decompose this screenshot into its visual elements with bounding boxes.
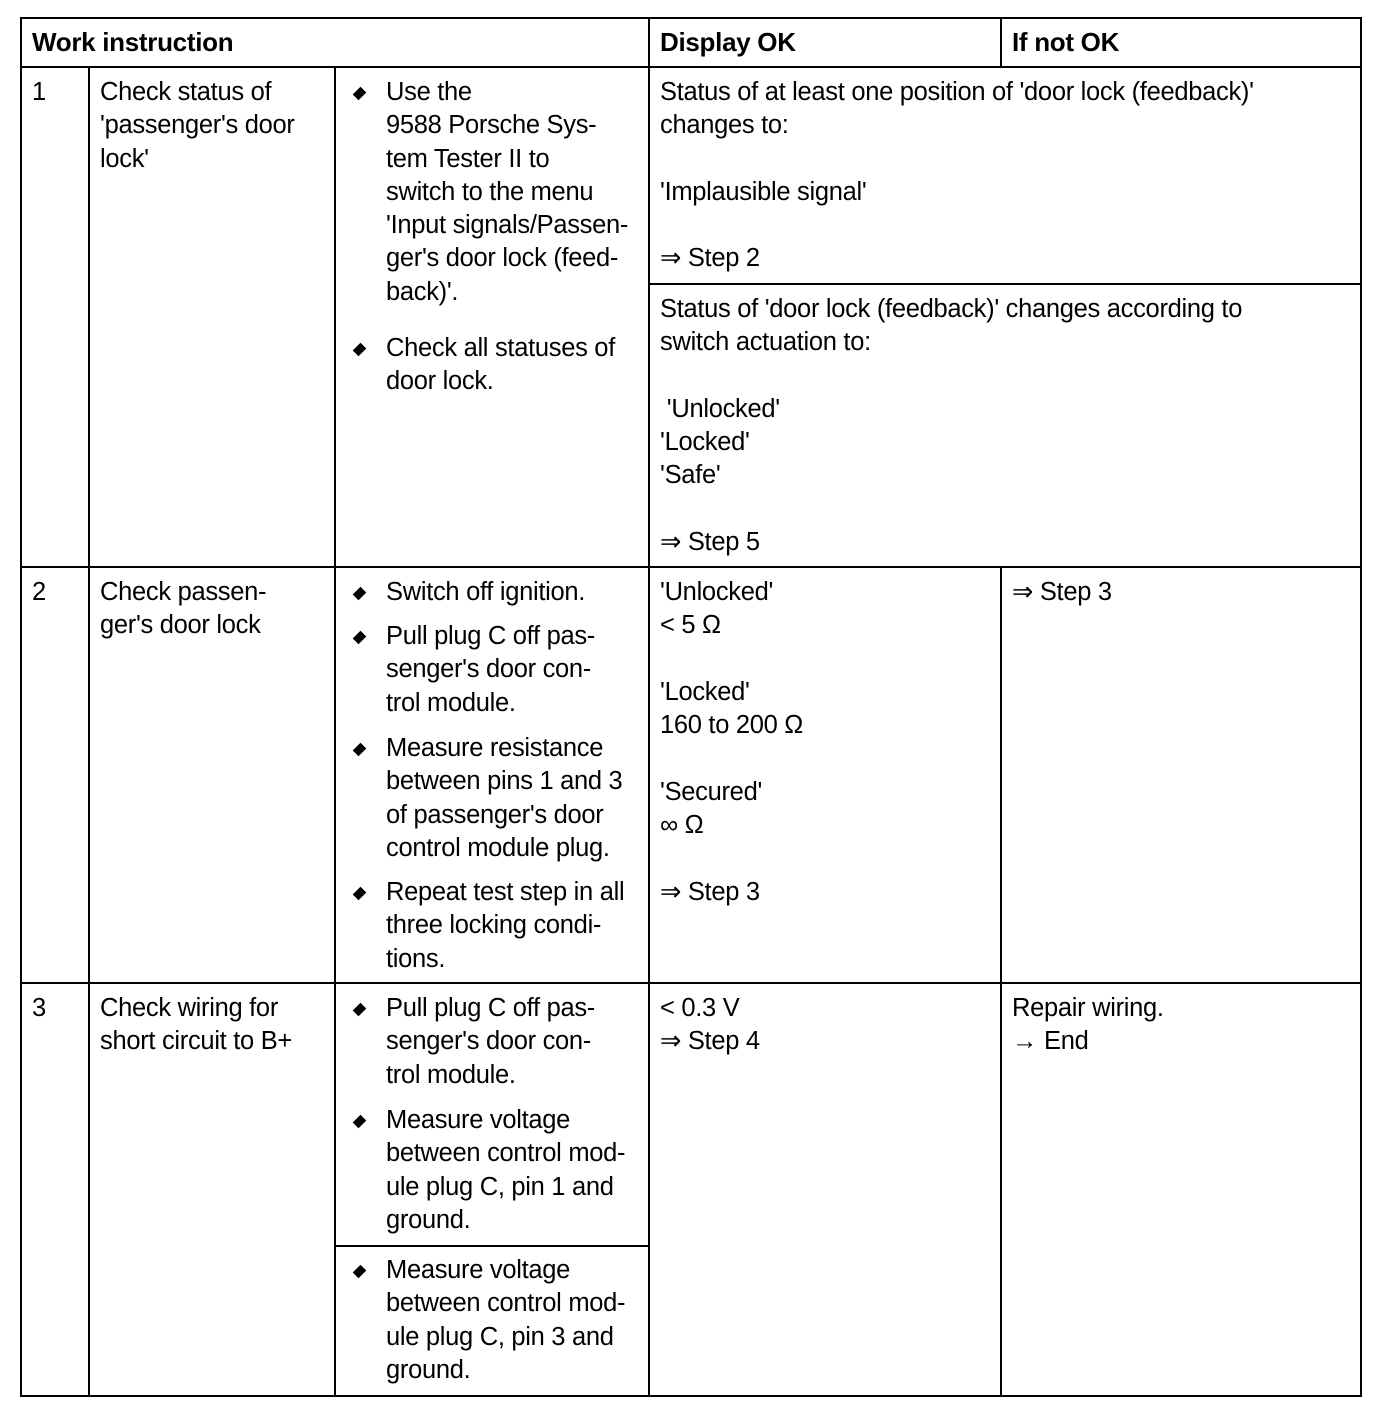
- header-if-not-ok: If not OK: [1012, 27, 1120, 57]
- col-divider-display-ok-row2-3: [1000, 566, 1002, 1397]
- step-title: Check status of 'passenger's door lock': [100, 78, 295, 173]
- action-item: Switch off ignition.: [386, 576, 676, 609]
- col-divider-title: [334, 66, 336, 1397]
- bullet-diamond-icon: [353, 343, 367, 357]
- action-item: Pull plug C off pas- senger's door con- trol module.: [386, 620, 676, 720]
- action-item: Repeat test step in all three locking condi- tions.: [386, 876, 676, 976]
- display-ok-values: 'Unlocked' < 5 Ω 'Locked' 160 to 200 Ω 'Secured' ∞ Ω ⇒ Step 3: [660, 578, 804, 906]
- bullet-diamond-icon: [353, 1265, 367, 1279]
- if-not-ok-values: ⇒ Step 3: [1012, 578, 1112, 606]
- action-item: Measure voltage between control mod- ule plug C, pin 1 and ground.: [386, 1104, 676, 1237]
- result-implausible: Status of at least one position of 'door lock (feedback)' changes to: 'Implausible signal' ⇒ Step 2: [660, 78, 1254, 273]
- bullet-diamond-icon: [353, 587, 367, 601]
- row-divider-2-3: [20, 982, 1362, 984]
- header-display-ok: Display OK: [660, 27, 796, 57]
- header-work-instruction: Work instruction: [32, 27, 234, 57]
- step-number: 1: [32, 78, 47, 106]
- action-item: Measure resistance between pins 1 and 3 of passenger's door control module plug.: [386, 732, 676, 865]
- row1-result-divider: [648, 283, 1362, 285]
- table-border-top: [20, 17, 1362, 19]
- table-border-bottom: [20, 1395, 1362, 1397]
- col-divider-number: [88, 66, 90, 1397]
- result-according-to-switch: Status of 'door lock (feedback)' changes according to switch actuation to: 'Unlocked' 'Locked' 'Safe' ⇒ Step 5: [660, 295, 1243, 557]
- bullet-diamond-icon: [353, 631, 367, 645]
- bullet-diamond-icon: [353, 887, 367, 901]
- action-item: Use the 9588 Porsche Sys- tem Tester II to switch to the menu 'Input signals/Passen- ger's door lock (feed- back)'.: [386, 76, 676, 309]
- action-item: Pull plug C off pas- senger's door con- trol module.: [386, 992, 676, 1092]
- display-ok-values: < 0.3 V ⇒ Step 4: [660, 994, 760, 1056]
- step-title: Check passen- ger's door lock: [100, 578, 267, 640]
- row-divider-1-2: [20, 566, 1362, 568]
- action-item: Check all statuses of door lock.: [386, 332, 676, 399]
- table-border-left: [20, 17, 22, 1397]
- bullet-diamond-icon: [353, 87, 367, 101]
- step-number: 2: [32, 578, 47, 606]
- table-border-right: [1360, 17, 1362, 1397]
- bullet-diamond-icon: [353, 743, 367, 757]
- bullet-diamond-icon: [353, 1115, 367, 1129]
- step-title: Check wiring for short circuit to B+: [100, 994, 292, 1056]
- action-item: Measure voltage between control mod- ule plug C, pin 3 and ground.: [386, 1254, 676, 1387]
- header-divider: [20, 66, 1362, 68]
- step-number: 3: [32, 994, 47, 1022]
- row3-action-divider: [334, 1245, 649, 1247]
- if-not-ok-values: Repair wiring. → End: [1012, 994, 1164, 1056]
- work-instruction-table: [20, 17, 1362, 1397]
- bullet-diamond-icon: [353, 1003, 367, 1017]
- col-divider-display-ok-header: [1000, 17, 1002, 67]
